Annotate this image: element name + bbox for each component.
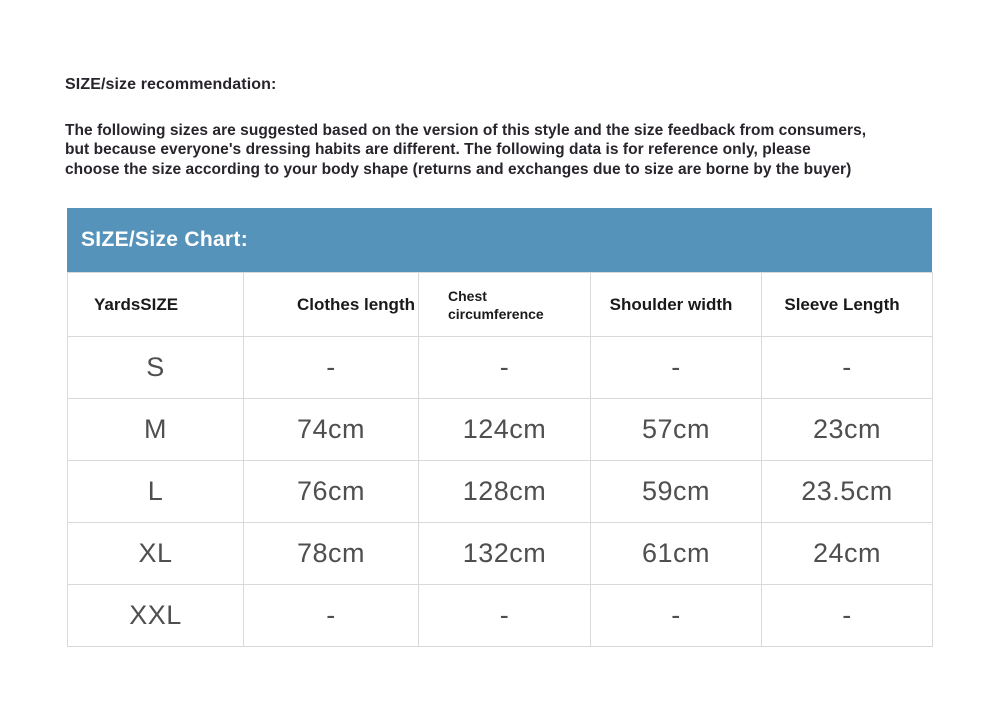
intro-line-3: choose the size according to your body shape (returns and exchanges due to size are borne by the buyer) xyxy=(65,160,852,178)
size-cell: S xyxy=(68,337,244,399)
size-chart-title: SIZE/Size Chart: xyxy=(81,228,248,251)
size-cell: L xyxy=(68,461,244,523)
size-cell: XXL xyxy=(68,585,244,647)
shoulder-cell: - xyxy=(591,585,762,647)
clothes-length-cell: 74cm xyxy=(244,399,419,461)
table-row-l xyxy=(68,461,933,523)
sleeve-cell: - xyxy=(762,337,933,399)
table-row-m xyxy=(68,399,933,461)
chest-cell: - xyxy=(419,337,591,399)
col-header-yards-size: YardsSIZE xyxy=(68,273,244,337)
size-chart-table xyxy=(67,272,933,647)
clothes-length-cell: 76cm xyxy=(244,461,419,523)
chest-cell: 124cm xyxy=(419,399,591,461)
page-heading: SIZE/size recommendation: xyxy=(65,76,277,93)
table-row-xl xyxy=(68,523,933,585)
size-chart-title-bar xyxy=(67,208,932,272)
sleeve-cell: 24cm xyxy=(762,523,933,585)
shoulder-cell: 57cm xyxy=(591,399,762,461)
clothes-length-cell: 78cm xyxy=(244,523,419,585)
size-chart-section xyxy=(67,208,932,647)
table-row-xxl xyxy=(68,585,933,647)
sleeve-cell: 23cm xyxy=(762,399,933,461)
col-header-chest-circumference xyxy=(419,273,591,337)
col-header-shoulder-width: Shoulder width xyxy=(591,273,762,337)
intro-line-2: but because everyone's dressing habits are different. The following data is for reference only, please xyxy=(65,141,811,159)
chest-cell: - xyxy=(419,585,591,647)
size-cell: XL xyxy=(68,523,244,585)
intro-paragraph xyxy=(65,121,866,179)
sleeve-cell: 23.5cm xyxy=(762,461,933,523)
clothes-length-cell: - xyxy=(244,585,419,647)
col-header-clothes-length: Clothes length xyxy=(244,273,419,337)
size-cell: M xyxy=(68,399,244,461)
chest-cell: 128cm xyxy=(419,461,591,523)
chest-cell: 132cm xyxy=(419,523,591,585)
shoulder-cell: 61cm xyxy=(591,523,762,585)
clothes-length-cell: - xyxy=(244,337,419,399)
header-row xyxy=(68,273,933,337)
shoulder-cell: - xyxy=(591,337,762,399)
table-row-s xyxy=(68,337,933,399)
col-header-sleeve-length: Sleeve Length xyxy=(762,273,933,337)
intro-line-1: The following sizes are suggested based on the version of this style and the size feedback from consumers, xyxy=(65,122,867,139)
shoulder-cell: 59cm xyxy=(591,461,762,523)
sleeve-cell: - xyxy=(762,585,933,647)
col-header-chest-label: Chest circumference xyxy=(448,287,544,322)
